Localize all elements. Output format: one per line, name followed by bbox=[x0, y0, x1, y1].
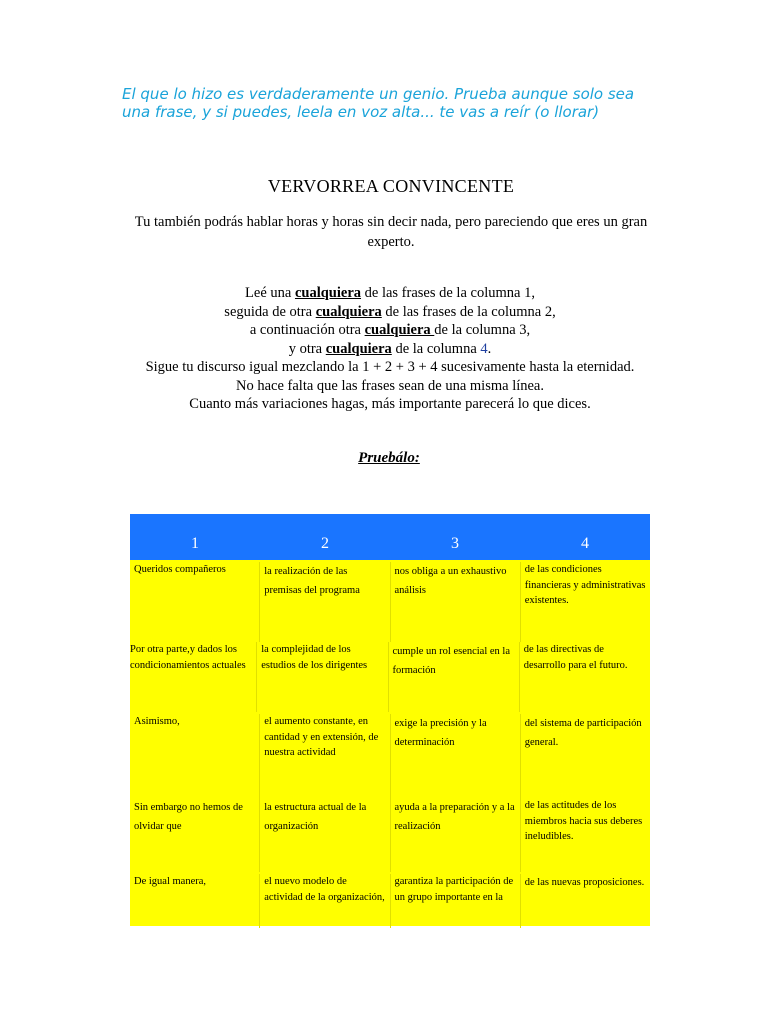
table-cell: Asimismo, bbox=[134, 716, 180, 727]
lead-paragraph: Tu también podrás hablar horas y horas sin decir nada, pero pareciendo que eres un gran experto. bbox=[134, 214, 648, 250]
instruction-text: de la columna 3, bbox=[434, 322, 531, 338]
intro-text: El que lo hizo es verdaderamente un genio. Prueba aunque solo sea una frase, y si puedes, leela en voz alta... te vas a reír (o llorar) bbox=[122, 85, 635, 121]
instruction-text: a continuación otra bbox=[249, 322, 365, 338]
table-cell: de las directivas de desarrollo para el futuro. bbox=[519, 642, 650, 712]
table-row bbox=[130, 798, 650, 872]
table-row bbox=[130, 872, 650, 928]
table-cell: De igual manera, bbox=[134, 876, 207, 887]
column-header: 3 bbox=[451, 535, 459, 552]
instruction-line-6: No hace falta que las frases sean de una misma línea. bbox=[236, 377, 544, 394]
column-header: 1 bbox=[191, 535, 199, 552]
table-cell: de las condiciones financieras y administrativas existentes. bbox=[520, 562, 650, 642]
instruction-line-4 bbox=[120, 340, 660, 359]
instruction-text: de la columna bbox=[391, 340, 481, 357]
table-cell: nos obliga a un exhaustivo análisis bbox=[390, 562, 520, 642]
try-label: Pruebálo: bbox=[358, 450, 420, 466]
instruction-text: seguida de otra bbox=[224, 303, 316, 320]
table-body bbox=[130, 560, 650, 926]
instruction-text: y otra bbox=[288, 340, 326, 357]
emphasis-word: cualquiera bbox=[325, 340, 392, 357]
table-cell: del sistema de participación general. bbox=[520, 714, 650, 798]
instructions bbox=[120, 284, 660, 414]
instruction-line-5: Sigue tu discurso igual mezclando la 1 + 2 + 3 + 4 sucesivamente hasta la eternidad. bbox=[145, 359, 635, 375]
table-cell: la complejidad de los estudios de los dirigentes bbox=[256, 642, 387, 712]
table-row bbox=[130, 712, 650, 798]
instruction-line-7: Cuanto más variaciones hagas, más importante parecerá lo que dices. bbox=[189, 396, 591, 412]
table-cell: Queridos compañeros bbox=[134, 564, 226, 575]
column-header: 4 bbox=[581, 535, 589, 552]
table-cell: de las nuevas proposiciones. bbox=[520, 874, 650, 928]
table-header-row bbox=[130, 514, 650, 560]
instruction-text: Leé una bbox=[245, 285, 295, 301]
table-cell: Sin embargo no hemos de olvidar que bbox=[134, 802, 243, 832]
instruction-text: de las frases de la columna 2, bbox=[381, 303, 556, 320]
emphasis-word: cualquiera bbox=[315, 303, 382, 320]
table-cell: la realización de las premisas del programa bbox=[259, 562, 389, 642]
table-cell: cumple un rol esencial en la formación bbox=[388, 642, 519, 712]
column-header: 2 bbox=[321, 535, 329, 552]
table-cell: ayuda a la preparación y a la realización bbox=[390, 798, 520, 872]
table-cell: garantiza la participación de un grupo importante en la bbox=[390, 874, 520, 928]
instruction-text: de las frases de la columna 1, bbox=[361, 285, 535, 301]
table-cell: el nuevo modelo de actividad de la organización, bbox=[259, 874, 389, 928]
table-row bbox=[130, 642, 650, 712]
table-cell: de las actitudes de los miembros hacia sus deberes ineludibles. bbox=[520, 798, 650, 872]
instruction-line-1 bbox=[120, 284, 660, 303]
table-cell: Por otra parte,y dados los condicionamientos actuales bbox=[130, 644, 246, 671]
instruction-text: . bbox=[487, 340, 492, 357]
instruction-line-3 bbox=[120, 321, 660, 340]
table-cell: exige la precisión y la determinación bbox=[390, 714, 520, 798]
page-title: VERVORREA CONVINCENTE bbox=[267, 176, 515, 196]
table-cell: la estructura actual de la organización bbox=[259, 798, 389, 872]
table-row bbox=[130, 560, 650, 642]
phrase-table bbox=[130, 514, 650, 926]
table-cell: el aumento constante, en cantidad y en extensión, de nuestra actividad bbox=[259, 714, 389, 798]
emphasis-word: cualquiera bbox=[294, 285, 362, 301]
emphasis-word: cualquiera bbox=[364, 322, 435, 338]
column-number: 4 bbox=[480, 340, 488, 357]
instruction-line-2 bbox=[120, 303, 660, 322]
